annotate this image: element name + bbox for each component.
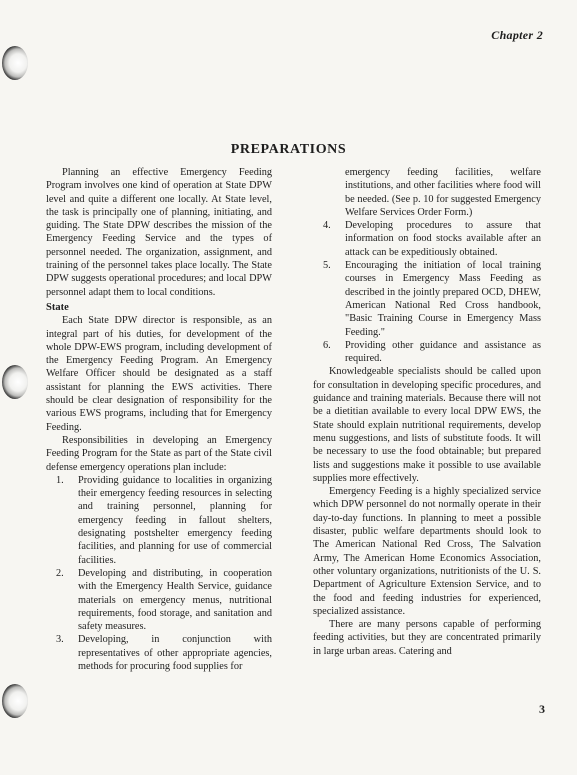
list-item-number: 3. xyxy=(56,634,64,646)
responsibilities-paragraph: Responsibilities in developing an Emergency Feeding Program for the State as part of the State civil defense emergency operations plan include: xyxy=(46,434,272,473)
list-item-text: Encouraging the initiation of local training courses in Emergency Mass Feeding as described in the jointly prepared OCD, DHEW, American National Red Cross handbook, "Basic Training Course in Emergency Mass Feeding." xyxy=(345,260,541,338)
list-item xyxy=(313,259,541,339)
list-item xyxy=(46,567,272,633)
list-item-number: 1. xyxy=(56,474,64,486)
page-number: 3 xyxy=(539,702,545,716)
state-paragraph: Each State DPW director is responsible, as an integral part of his duties, for development of the whole DPW-EWS program, including development of the Emergency Feeding Program. An Emergency Welfare Officer should be designated as a staff assistant for planning the EWS activities. There should be clear designation of responsibility for the various EWS programs, including that for Emergency Feeding. xyxy=(46,315,272,433)
specialized-service-paragraph: Emergency Feeding is a highly specialized service which DPW personnel do not normally operate in their day-to-day functions. In planning to meet a possible disaster, public welfare departments should look to The American National Red Cross, The Salvation Army, The American Home Economics Association, other voluntary organizations, nutritionists of the U. S. Department of Agriculture Extension Service, and to the food and feeding industries for experienced, specialized assistance. xyxy=(313,486,541,617)
binder-hole-top xyxy=(2,46,28,80)
capable-persons-paragraph: There are many persons capable of performing feeding activities, but they are concentrated primarily in large urban areas. Catering and xyxy=(313,619,541,657)
section-heading-state: State xyxy=(46,301,69,313)
list-item-number: 2. xyxy=(56,567,64,579)
intro-paragraph: Planning an effective Emergency Feeding Program involves one kind of operation at State DPW level and quite a different one locally. At State level, the task is principally one of planning, initiating, and guiding. The State DPW describes the mission of the Emergency Feeding Service and the types of personnel needed. The organization, assignment, and training of the personnel takes place locally. The State DPW suggests operational procedures; and local DPW personnel adapt them to local conditions. xyxy=(46,167,272,298)
list-item xyxy=(313,339,541,366)
list-item-number: 5. xyxy=(323,260,331,272)
chapter-label: Chapter 2 xyxy=(491,28,543,42)
list-item-text: Developing and distributing, in cooperation with the Emergency Health Service, guidance materials on emergency menus, nutritional requirements, food storage, and sanitation and safety measures. xyxy=(78,567,272,633)
list-item xyxy=(313,219,541,259)
list-item-number: 4. xyxy=(323,220,331,232)
list-item xyxy=(46,633,272,673)
left-column xyxy=(46,166,272,673)
list-item-continuation: emergency feeding facilities, welfare institutions, and other facilities where food will be needed. (See p. 10 for suggested Emergency Welfare Services Order Form.) xyxy=(345,167,541,218)
binder-hole-middle xyxy=(2,365,28,399)
binder-hole-bottom xyxy=(2,684,28,718)
list-item xyxy=(46,474,272,567)
list-item-text: Developing procedures to assure that information on food stocks available after an attack can be expeditiously obtained. xyxy=(345,220,541,258)
list-item-text: Providing guidance to localities in organizing their emergency feeding resources in selecting and training personnel, planning for emergency feeding in fallout shelters, designating postshelter emergency feeding facilities, and planning for use of commercial facilities. xyxy=(78,474,272,566)
list-item-text: Providing other guidance and assistance as required. xyxy=(345,339,541,365)
specialists-paragraph: Knowledgeable specialists should be called upon for consultation in developing specific procedures, and guidance and training materials. Because there will not be a dietitian available to every local DPW EWS, the State should explain nutritional requirements, develop menu suggestions, and lists of substitute foods. It will be necessary to use the food obtainable; but prepared lists and suggestions make it possible to use available supplies more effectively. xyxy=(313,366,541,484)
list-item-number: 6. xyxy=(323,339,331,351)
page-title: PREPARATIONS xyxy=(230,142,347,157)
right-column xyxy=(313,166,541,658)
list-item-text: Developing, in conjunction with representatives of other appropriate agencies, methods for procuring food supplies for xyxy=(78,634,272,672)
